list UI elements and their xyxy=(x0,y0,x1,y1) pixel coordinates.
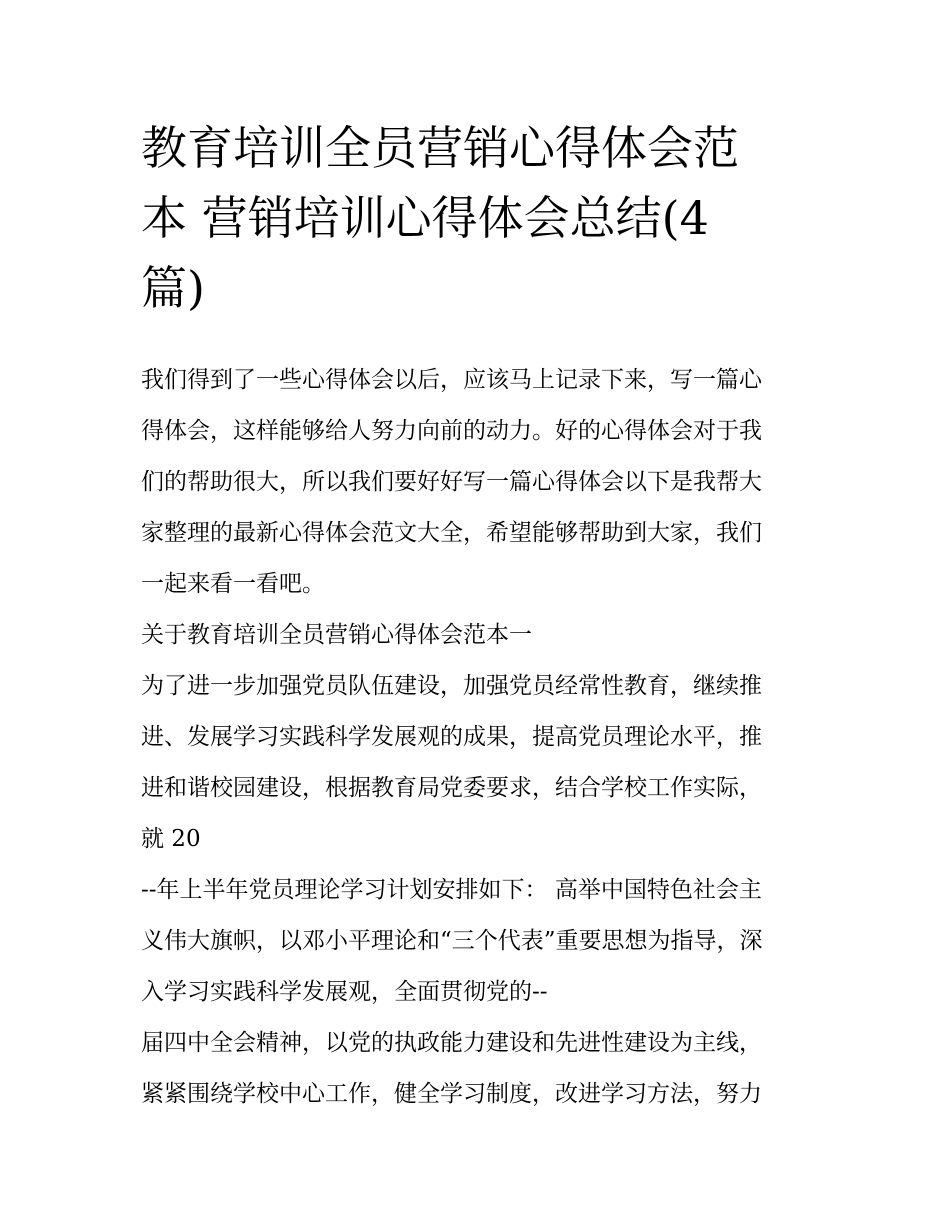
body-line: 得体会，这样能够给人努力向前的动力。好的心得体会对于我 xyxy=(141,418,762,444)
body-line: 就 20 xyxy=(141,826,201,852)
body-line: 一起来看一看吧。 xyxy=(141,571,325,597)
body-line: 届四中全会精神，以党的执政能力建设和先进性建设为主线， xyxy=(141,1030,762,1056)
body-line: 进、发展学习实践科学发展观的成果，提高党员理论水平，推 xyxy=(141,724,762,750)
body-line: 们的帮助很大，所以我们要好好写一篇心得体会以下是我帮大 xyxy=(141,469,762,495)
document-body xyxy=(141,355,821,1120)
body-line: 我们得到了一些心得体会以后，应该马上记录下来，写一篇心 xyxy=(141,367,762,393)
section-heading: 关于教育培训全员营销心得体会范本一 xyxy=(141,622,532,648)
document-title xyxy=(141,113,821,323)
title-line: 本 营销培训心得体会总结(4 xyxy=(141,191,709,245)
title-line: 篇) xyxy=(141,261,205,315)
body-line: 紧紧围绕学校中心工作，健全学习制度，改进学习方法，努力 xyxy=(141,1081,762,1107)
body-line: 义伟大旗帜，以邓小平理论和“三个代表”重要思想为指导，深 xyxy=(141,928,763,954)
body-line: 家整理的最新心得体会范文大全，希望能够帮助到大家，我们 xyxy=(141,520,762,546)
title-line: 教育培训全员营销心得体会范 xyxy=(141,121,739,175)
body-line: --年上半年党员理论学习计划安排如下： 高举中国特色社会主 xyxy=(141,877,762,903)
body-line: 入学习实践科学发展观，全面贯彻党的-- xyxy=(141,979,548,1005)
body-line: 为了进一步加强党员队伍建设，加强党员经常性教育，继续推 xyxy=(141,673,762,699)
body-line: 进和谐校园建设，根据教育局党委要求，结合学校工作实际， xyxy=(141,775,762,801)
